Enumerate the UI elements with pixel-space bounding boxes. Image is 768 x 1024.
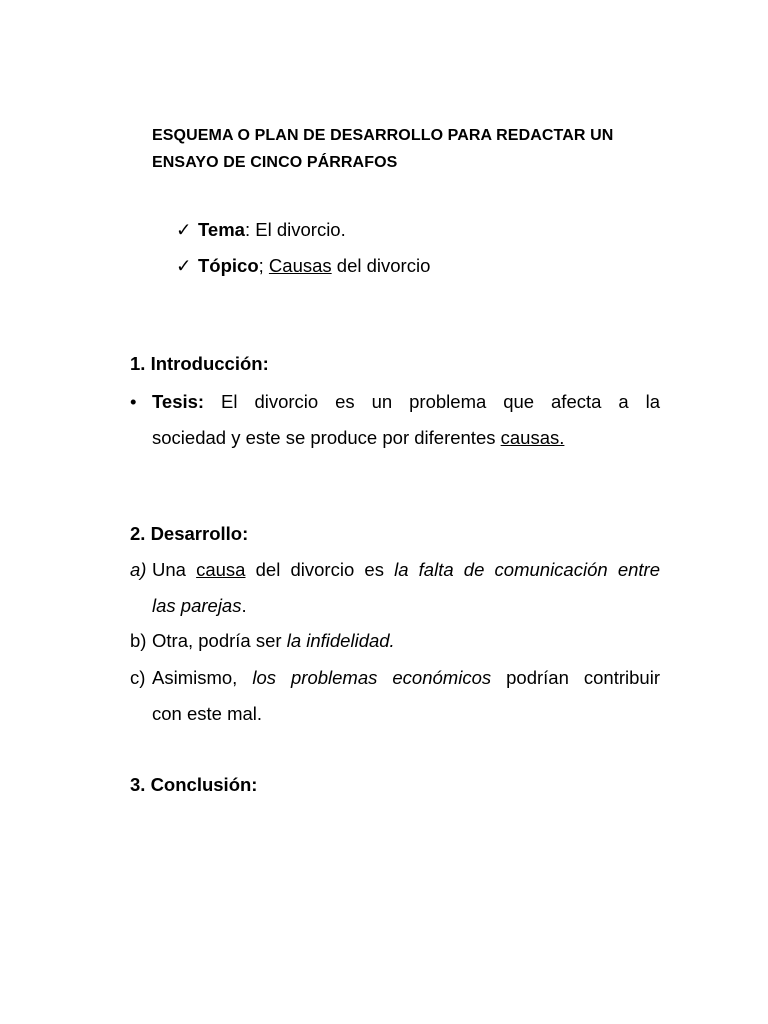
tesis-line-2 [152,426,564,450]
topico-value-rest: del divorcio [331,255,431,276]
checklist-item-tema [176,218,346,242]
topico-label: Tópico [198,255,259,276]
topico-separator: ; [258,255,269,276]
item-a-causa: causa [196,559,246,580]
topico-value-underlined: Causas [268,255,332,276]
item-a-line2-italic: las parejas [152,595,242,616]
heading-introduccion: 1. Introducción: [130,353,269,374]
item-a-marker: a) [130,559,147,580]
checkmark-icon: ✓ [176,255,192,276]
tema-label: Tema [198,219,245,240]
item-a-line2-end: . [241,595,247,616]
tesis-line-1 [152,390,660,414]
checkmark-icon: ✓ [176,219,192,240]
tesis-text-2: sociedad y este se produce por diferentes [152,427,501,448]
tesis-label: Tesis: [152,391,205,412]
item-c-post: podrían contribuir [491,667,660,688]
item-b-line [152,629,395,653]
item-a-line-2 [152,594,247,618]
checklist-item-topico [176,254,430,278]
item-b-pre: Otra, podría ser [152,630,287,651]
heading-desarrollo: 2. Desarrollo: [130,523,249,544]
bullet-icon: • [130,391,137,412]
item-b-italic: la infidelidad. [286,630,395,651]
item-c-pre: Asimismo, [152,667,253,688]
item-c-line-2: con este mal. [152,703,263,724]
item-c-line-1 [152,666,660,690]
tesis-text-1: El divorcio es un problema que afecta a la [204,391,660,412]
tema-value: El divorcio. [255,219,346,240]
item-a-mid: del divorcio es [245,559,395,580]
item-a-pre: Una [152,559,197,580]
document-title [152,122,692,176]
item-c-italic: los problemas económicos [252,667,492,688]
item-a-line-1 [152,558,660,582]
item-b-marker: b) [130,630,147,651]
tema-separator: : [244,219,256,240]
title-line-1: ESQUEMA O PLAN DE DESARROLLO PARA REDACTAR UN [152,127,614,144]
tesis-causas: causas. [500,427,565,448]
item-c-marker: c) [130,667,146,688]
item-a-italic: la falta de comunicación entre [394,559,660,580]
heading-conclusion: 3. Conclusión: [130,774,258,795]
title-line-2: ENSAYO DE CINCO PÁRRAFOS [152,154,398,171]
